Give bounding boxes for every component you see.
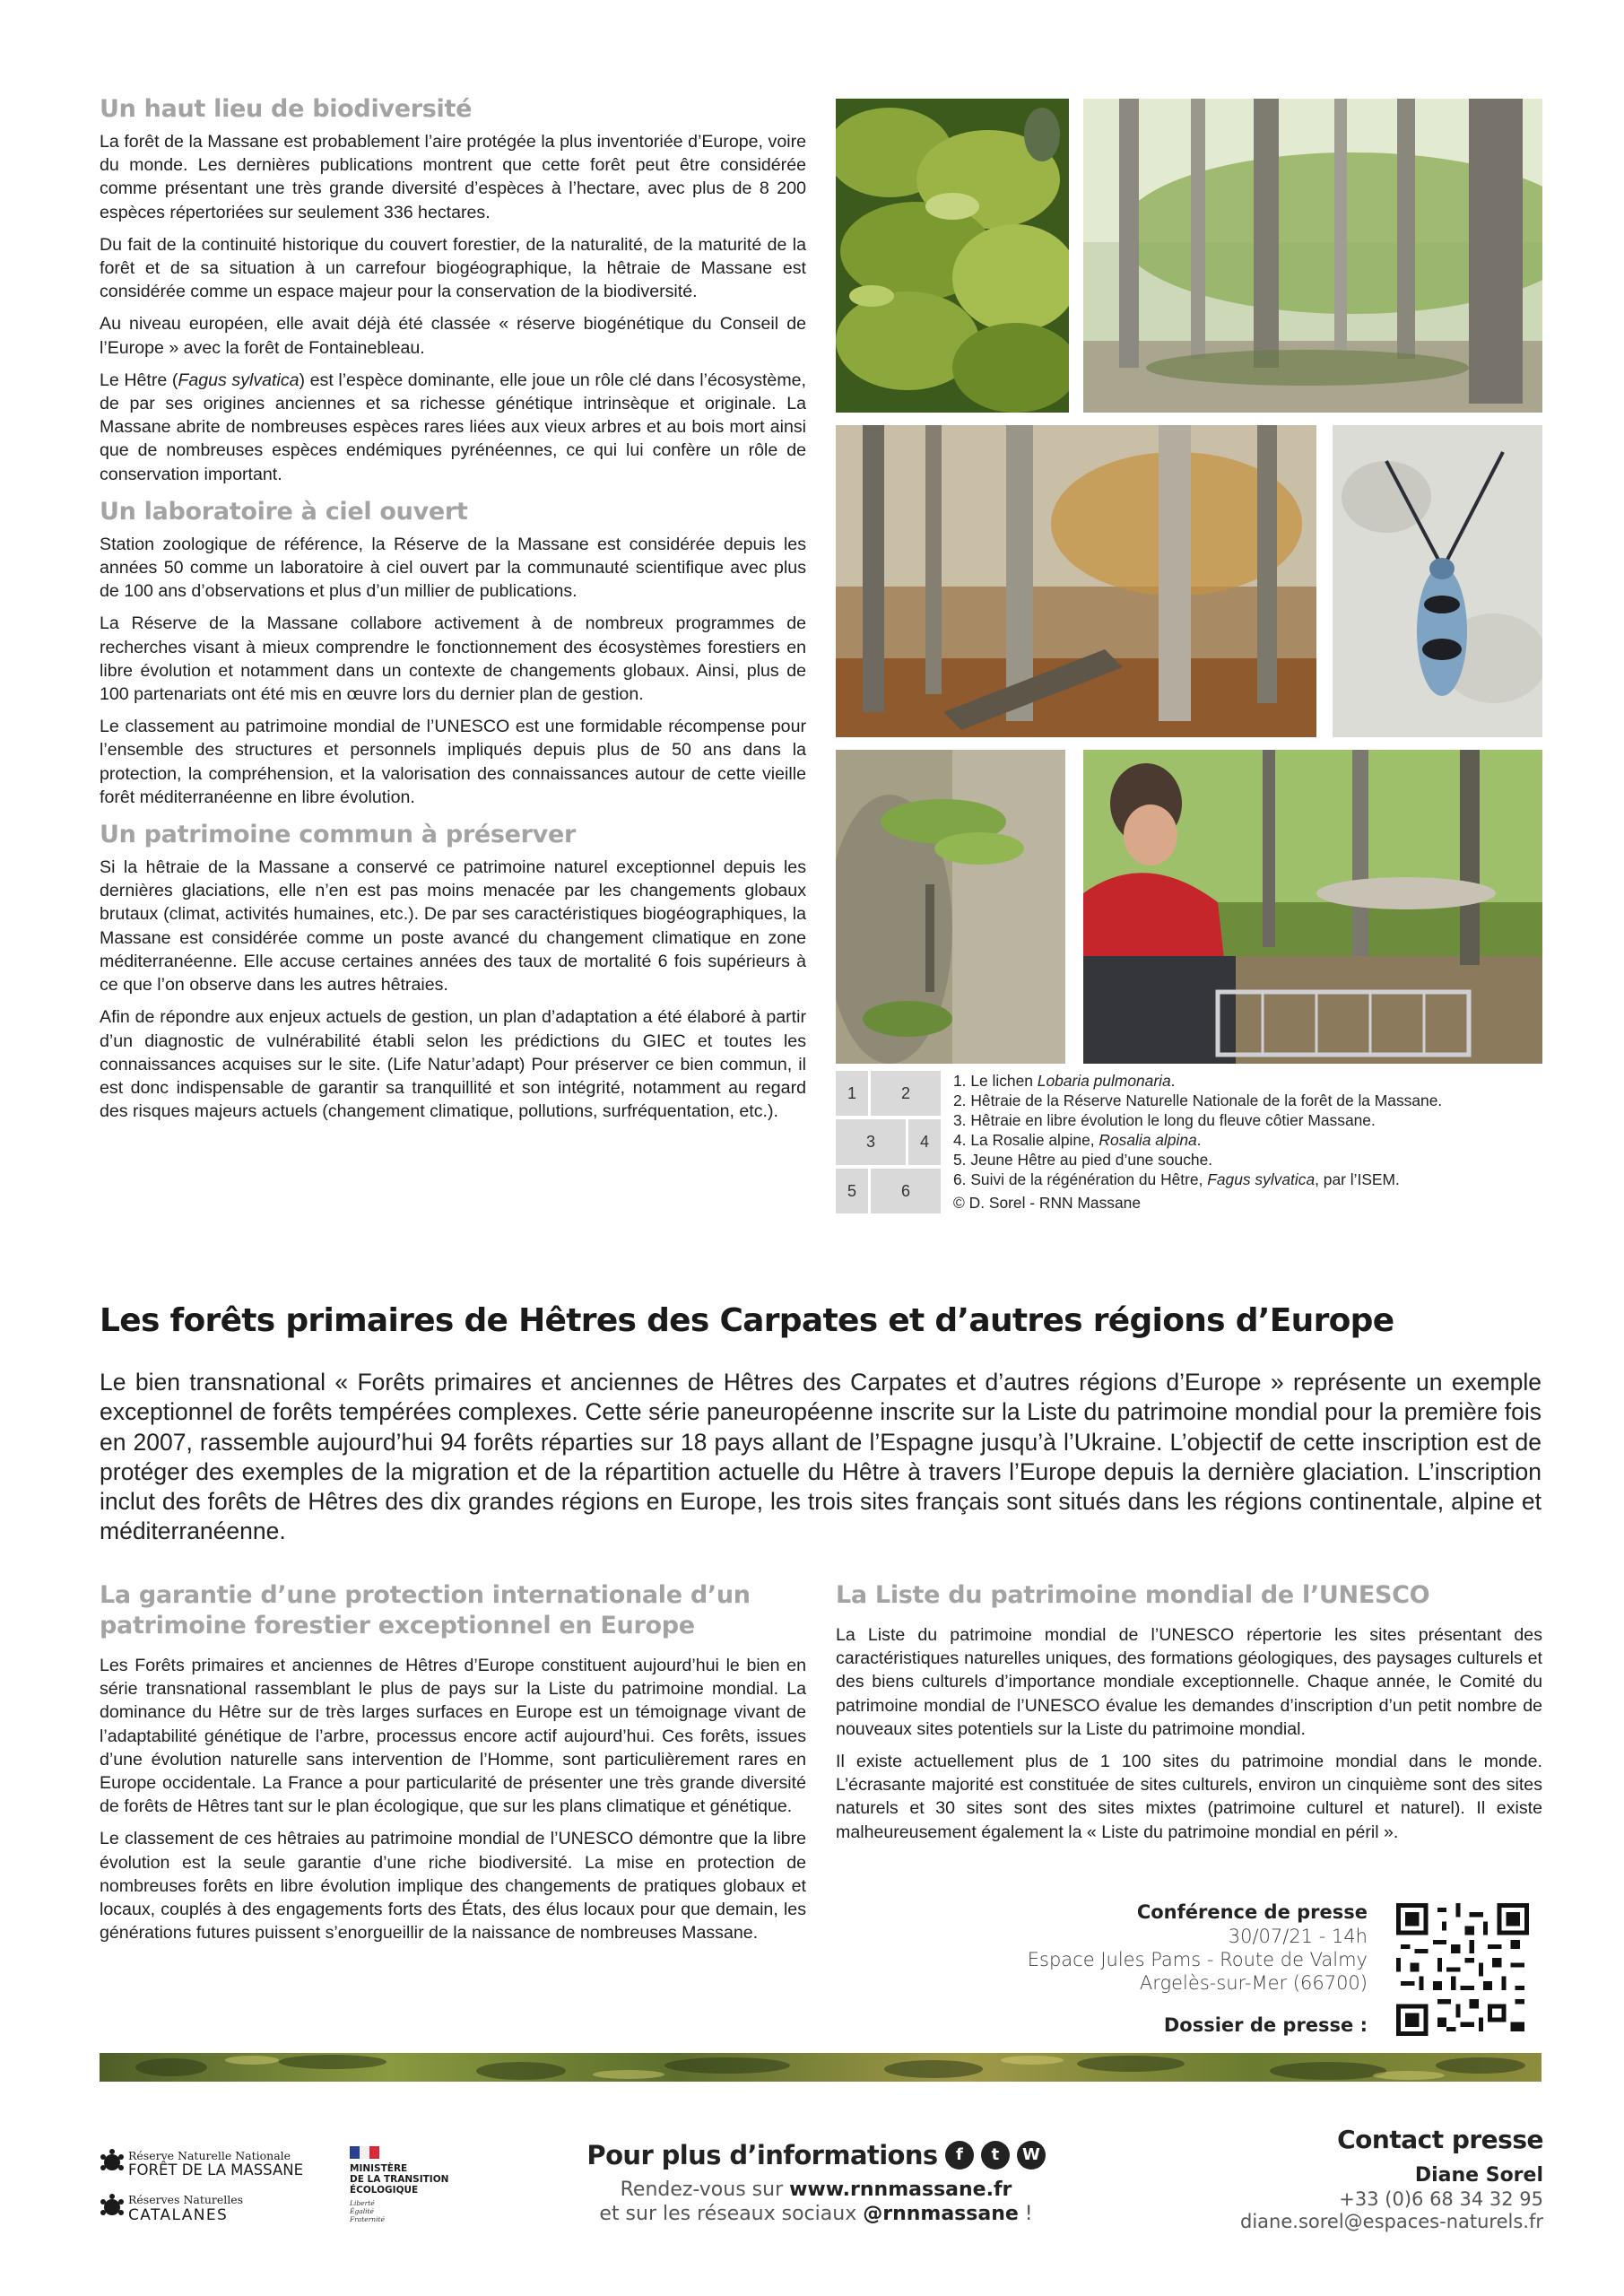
text-span: 1. Le lichen <box>953 1072 1038 1090</box>
photo-libre-evolution <box>836 425 1316 737</box>
latin-name: Fagus sylvatica <box>1207 1170 1316 1188</box>
paragraph: Afin de répondre aux enjeux actuels de gestion, un plan d’adaptation a été élaboré à partir d’un diagnostic de vulnérabilité établi selon les prédictions du GIEC et toutes les connaissances acquises sur le site. (Life Natur’adapt) Pour préserver ce bien commun, il est donc indispensable de garantir sa tranquillité et son intégrité, notamment au regard des risques majeurs actuels (changement climatique, pollutions, surfréquentation, etc.). <box>100 1007 806 1122</box>
press-conference-place: Espace Jules Pams - Route de Valmy <box>1027 1949 1368 1970</box>
more-info-title-text: Pour plus d’informations <box>586 2140 938 2170</box>
press-conference-date: 30/07/21 - 14h <box>1228 1926 1368 1947</box>
legend-cell-1: 1 <box>836 1071 868 1116</box>
tortoise-logo-icon <box>100 2149 124 2215</box>
bottom-right-column <box>836 1580 1542 1855</box>
social-handle-link[interactable]: @rnnmassane <box>863 2203 1019 2225</box>
legend-item-1 <box>953 1071 1563 1091</box>
more-info-social <box>538 2202 1094 2226</box>
legend-cell-5: 5 <box>836 1169 868 1213</box>
logo-rnn-line1: Réserve Naturelle Nationale <box>128 2149 291 2162</box>
press-contact-phone[interactable]: +33 (0)6 68 34 32 95 <box>1339 2188 1543 2210</box>
ministry-logo <box>350 2146 493 2236</box>
photo-suivi-regeneration <box>1083 750 1542 1064</box>
photo-jeune-hetre <box>836 750 1065 1064</box>
heading-biodiversite: Un haut lieu de biodiversité <box>100 95 473 123</box>
photo-legend-list <box>953 1071 1563 1213</box>
paragraph: Du fait de la continuité historique du couvert forestier, de la naturalité, de la maturité de la forêt et de sa situation à un carrefour biogéographique, la hêtraie de Massane est considérée comme un espace majeur pour la conservation de la biodiversité. <box>100 234 806 302</box>
ministry-line2: DE LA TRANSITION <box>350 2174 449 2185</box>
paragraph <box>100 369 806 486</box>
latin-name: Lobaria pulmonaria <box>1037 1072 1171 1090</box>
legend-item-5: 5. Jeune Hêtre au pied d’une souche. <box>953 1151 1213 1169</box>
text-span: ! <box>1018 2203 1033 2225</box>
press-contact-email[interactable]: diane.sorel@espaces-naturels.fr <box>1240 2211 1543 2232</box>
legend-cell-4: 4 <box>908 1119 941 1165</box>
legend-item-2: 2. Hêtraie de la Réserve Naturelle Nationale de la forêt de la Massane. <box>953 1091 1443 1109</box>
text-span: 6. Suivi de la régénération du Hêtre, <box>953 1170 1208 1188</box>
legend-cell-2: 2 <box>871 1071 941 1116</box>
press-kit-label: Dossier de presse : <box>1163 2014 1368 2036</box>
left-column <box>100 94 806 1134</box>
ministry-motto3: Fraternité <box>350 2215 385 2223</box>
paragraph: La Réserve de la Massane collabore activement à de nombreux programmes de recherches visant à mieux comprendre le fonctionnement des écosystèmes forestiers en libre évolution et notamment dans un contexte de changements globaux. Ainsi, plus de 100 partenariats ont été mis en œuvre lors du dernier plan de gestion. <box>100 613 806 705</box>
logo-cat-line1: Réserves Naturelles <box>128 2193 244 2206</box>
logo-cat-line2: CATALANES <box>128 2206 229 2224</box>
section-title: Les forêts primaires de Hêtres des Carpates et d’autres régions d’Europe <box>100 1302 1394 1339</box>
paragraph: Si la hêtraie de la Massane a conservé ce patrimoine naturel exceptionnel depuis les dernières glaciations, elle n’en est pas moins menacée par les changements globaux brutaux (climat, activités humaines, etc.). De par ses caractéristiques biogéographiques, la Massane est considérée comme un poste avancé du changement climatique en zone méditerranéenne. Elle accuse certaines années des taux de mortalité 6 fois supérieurs à ce que l’on observe dans les autres hêtraies. <box>100 857 806 996</box>
legend-item-3: 3. Hêtraie en libre évolution le long du fleuve côtier Massane. <box>953 1111 1376 1129</box>
text-span: et sur les réseaux sociaux <box>599 2203 864 2225</box>
reserve-logos <box>100 2146 333 2227</box>
press-contact-title: Contact presse <box>1337 2125 1543 2154</box>
press-contact <box>1240 2125 1543 2233</box>
photo-legend-grid <box>836 1071 941 1213</box>
text-span: Le Hêtre ( <box>100 370 178 390</box>
section-intro: Le bien transnational « Forêts primaires et anciennes de Hêtres des Carpates et d’autres régions d’Europe » représente un exemple exceptionnel de forêts tempérées complexes. Cette série paneuropéenne inscrite sur la Liste du patrimoine mondial pour la première fois en 2007, rassemble aujourd’hui 94 forêts réparties sur 18 pays allant de l’Espagne jusqu’à l’Ukraine. L’objectif de cette inscription est de protéger des exemples de la migration et de la répartition actuelle du Hêtre à travers l’Europe depuis la dernière glaciation. L’inscription inclut des forêts de Hêtres des dix grandes régions en Europe, les trois sites français sont situés dans les régions continentale, alpine et méditerranéenne. <box>100 1369 1541 1545</box>
heading-laboratoire: Un laboratoire à ciel ouvert <box>100 497 468 526</box>
paragraph: Les Forêts primaires et anciennes de Hêtres d’Europe constituent aujourd’hui le bien en série transnational rassemblant le plus de pays sur la Liste du patrimoine mondial. La dominance du Hêtre sur de très larges surfaces en Europe est un témoignage vivant de l’adaptabilité génétique de l’arbre, processus encore actif aujourd’hui. Ces forêts, issues d’une évolution naturelle sans intervention de l’Homme, sont particulièrement rares en Europe occidentale. La France a pour particularité de présenter une très grande diversité de forêts de Hêtres tant sur le plan écologique, que sur les plans climatique et génétique. <box>100 1656 806 1817</box>
photo-hetraie-massane <box>1083 99 1542 413</box>
photo-rosalie-alpine <box>1333 425 1542 737</box>
heading-garantie: La garantie d’une protection internationale d’un patrimoine forestier exceptionnel en Europe <box>100 1581 751 1639</box>
facebook-icon[interactable]: f <box>945 2141 974 2170</box>
twitter-icon[interactable]: t <box>981 2141 1010 2170</box>
ministry-motto2: Égalité <box>350 2207 374 2215</box>
latin-name: Fagus sylvatica <box>178 370 300 390</box>
more-info-title <box>586 2140 1045 2170</box>
legend-item-4 <box>953 1130 1563 1150</box>
press-conference <box>1028 1900 1368 2036</box>
ministry-motto1: Liberté <box>350 2199 375 2207</box>
legend-cell-3: 3 <box>836 1119 906 1165</box>
ministry-line3: ÉCOLOGIQUE <box>350 2185 419 2196</box>
legend-item-6 <box>953 1170 1563 1189</box>
paragraph: Il existe actuellement plus de 1 100 sites du patrimoine mondial dans le monde. L’écrasante majorité est constituée de sites culturels, environ un cinquième sont des sites naturels et 30 sites sont des sites mixtes (patrimoine culturel et naturel). Il existe malheureusement également la « Liste du patrimoine mondial en péril ». <box>836 1752 1542 1842</box>
paragraph: La forêt de la Massane est probablement l’aire protégée la plus inventoriée d’Europe, voire du monde. Les dernières publications montrent que cette forêt peut être considérée comme présentant une très grande diversité d’espèces à l’hectare, avec plus de 8 200 espèces répertoriées sur seulement 336 hectares. <box>100 132 806 222</box>
paragraph: Au niveau européen, elle avait déjà été classée « réserve biogénétique du Conseil de l’Europe » avec la forêt de Fontainebleau. <box>100 314 806 358</box>
heading-patrimoine: Un patrimoine commun à préserver <box>100 821 577 849</box>
paragraph: La Liste du patrimoine mondial de l’UNESCO répertorie les sites présentant des caractéristiques naturelles uniques, des formations géologiques, des paysages culturels et des biens culturels d’importance mondiale exceptionnelle. Chaque année, le Comité du patrimoine mondial de l’UNESCO évalue les demandes d’inscription d’un petit nombre de nouveaux sites potentiels sur la Liste du patrimoine mondial. <box>836 1625 1542 1739</box>
heading-liste-unesco: La Liste du patrimoine mondial de l’UNESCO <box>836 1581 1430 1609</box>
press-conference-title: Conférence de presse <box>1136 1901 1368 1923</box>
press-contact-name: Diane Sorel <box>1414 2164 1543 2187</box>
more-info <box>538 2140 1094 2226</box>
paragraph: Le classement au patrimoine mondial de l’UNESCO est une formidable récompense pour l’ensemble des structures et personnels impliqués depuis plus de 50 ans dans la protection, la compréhension, et la valorisation des connaissances autour de cette vieille forêt méditerranéenne en libre évolution. <box>100 717 806 807</box>
paragraph: Station zoologique de référence, la Réserve de la Massane est considérée depuis les années 50 comme un laboratoire à ciel ouvert par la communauté scientifique avec plus de 100 ans d’observations et plus d’un millier de publications. <box>100 534 806 602</box>
website-link[interactable]: www.rnnmassane.fr <box>789 2179 1012 2201</box>
photo-credit: © D. Sorel - RNN Massane <box>953 1194 1141 1212</box>
latin-name: Rosalia alpina <box>1099 1131 1197 1149</box>
forest-banner <box>100 2053 1541 2082</box>
text-span: Rendez-vous sur <box>620 2179 790 2201</box>
paragraph: Le classement de ces hêtraies au patrimoine mondial de l’UNESCO démontre que la libre évolution est la seule garantie d’une riche biodiversité. La mise en protection de nombreuses forêts en libre évolution implique des changements de pratiques globaux et locaux, couplés à des engagements forts des États, des élus locaux pour que demain, les générations futures puissent s’enorgueillir de la naissance de nombreuses Massane. <box>100 1829 806 1944</box>
wordpress-icon[interactable]: W <box>1017 2141 1046 2170</box>
bottom-left-column <box>100 1580 806 1955</box>
photo-lichen <box>836 99 1069 413</box>
ministry-line1: MINISTÈRE <box>350 2163 408 2174</box>
logo-rnn-line2: FORÊT DE LA MASSANE <box>128 2161 304 2179</box>
more-info-website <box>538 2178 1094 2202</box>
legend-cell-6: 6 <box>871 1169 941 1213</box>
text-span: . <box>1196 1131 1202 1149</box>
press-conference-city: Argelès-sur-Mer (66700) <box>1139 1972 1368 1994</box>
text-span: . <box>1170 1072 1176 1090</box>
text-span: , par l’ISEM. <box>1315 1170 1400 1188</box>
text-span: ) est l’espèce dominante, elle joue un rôle clé dans l’écosystème, de par ses origines anciennes et sa richesse génétique intrinsèque et originale. La Massane abrite de nombreuses espèces rares liées aux vieux arbres et au bois mort ainsi que de nombreuses espèces endémiques pyrénéennes, ce qui lui confère un rôle de conservation important. <box>100 370 806 484</box>
qr-code-icon[interactable] <box>1396 1903 1529 2036</box>
text-span: 4. La Rosalie alpine, <box>953 1131 1099 1149</box>
